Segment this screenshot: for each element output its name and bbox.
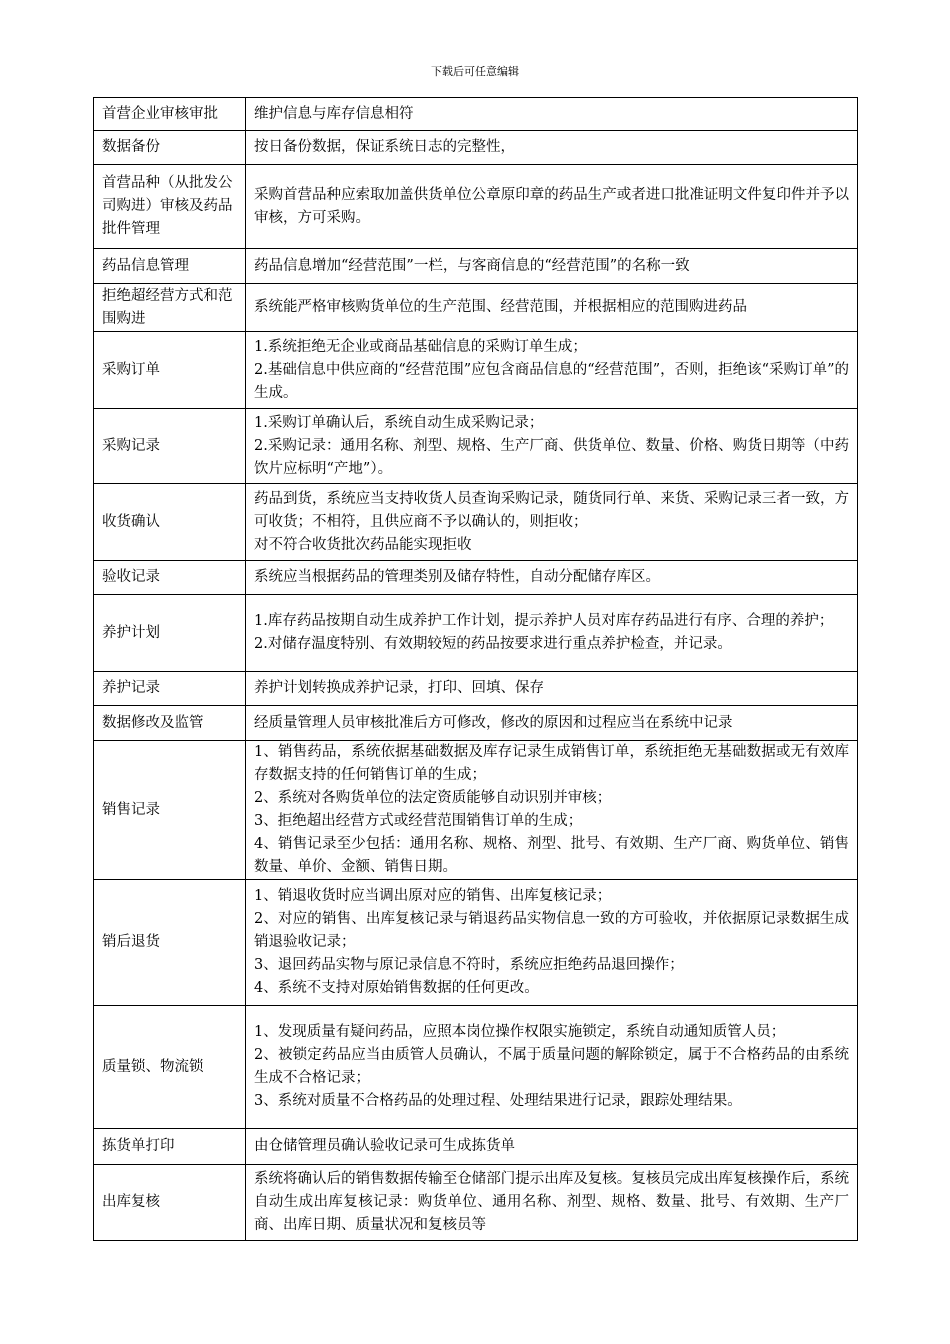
page-header: 下载后可任意编辑 — [431, 65, 519, 78]
content-line: 1.库存药品按期自动生成养护工作计划，提示养护人员对库存药品进行有序、合理的养护； — [254, 613, 834, 629]
row-content — [246, 284, 858, 332]
row-content — [246, 1165, 858, 1241]
content-line: 药品信息增加“经营范围”一栏，与客商信息的“经营范围”的名称一致 — [254, 257, 690, 274]
row-label: 数据备份 — [94, 131, 246, 165]
row-content — [246, 1129, 858, 1165]
content-line: 3、系统对质量不合格药品的处理过程、处理结果进行记录，跟踪处理结果。 — [254, 1093, 742, 1109]
content-line: 1、销退收货时应当调出原对应的销售、出库复核记录； — [254, 888, 612, 904]
row-label: 数据修改及监管 — [94, 706, 246, 741]
table-row — [94, 284, 858, 332]
table-row — [94, 165, 858, 249]
content-line: 系统能严格审核购货单位的生产范围、经营范围，并根据相应的范围购进药品 — [254, 299, 747, 315]
content-line: 系统将确认后的销售数据传输至仓储部门提示出库及复核。复核员完成出库复核操作后，系统自动生成出库复核记录：购货单位、通用名称、剂型、规格、数量、批号、有效期、生产厂商、出库日期、质量状况和复核员等 — [254, 1171, 849, 1233]
row-label: 销后退货 — [94, 880, 246, 1006]
table-row — [94, 672, 858, 706]
content-line: 4、系统不支持对原始销售数据的任何更改。 — [254, 980, 539, 996]
row-label: 养护计划 — [94, 595, 246, 672]
row-label: 验收记录 — [94, 561, 246, 595]
table-row — [94, 595, 858, 672]
row-content — [246, 1006, 858, 1129]
row-content — [246, 332, 858, 409]
content-line: 3、退回药品实物与原记录信息不符时，系统应拒绝药品退回操作； — [254, 957, 684, 973]
content-line: 按日备份数据，保证系统日志的完整性， — [254, 139, 515, 155]
content-line: 2、系统对各购货单位的法定资质能够自动识别并审核； — [254, 790, 612, 806]
table-row — [94, 1006, 858, 1129]
content-line: 2、被锁定药品应当由质管人员确认，不属于质量问题的解除锁定，属于不合格药品的由系统生成不合格记录； — [254, 1047, 849, 1086]
content-line: 系统应当根据药品的管理类别及储存特性，自动分配储存库区。 — [254, 569, 660, 585]
table-row — [94, 880, 858, 1006]
content-line: 3、拒绝超出经营方式或经营范围销售订单的生成； — [254, 813, 583, 829]
table-body — [94, 98, 858, 1241]
row-content — [246, 595, 858, 672]
row-label: 养护记录 — [94, 672, 246, 706]
row-label: 药品信息管理 — [94, 249, 246, 284]
content-line: 对不符合收货批次药品能实现拒收 — [254, 536, 472, 553]
content-line: 养护计划转换成养护记录，打印、回填、保存 — [254, 680, 544, 696]
table-row — [94, 1165, 858, 1241]
content-line: 1.采购订单确认后，系统自动生成采购记录； — [254, 414, 544, 431]
row-label: 首营企业审核审批 — [94, 98, 246, 131]
table-row — [94, 409, 858, 484]
content-line: 2.对储存温度特别、有效期较短的药品按要求进行重点养护检查，并记录。 — [254, 636, 732, 652]
content-line: 经质量管理人员审核批准后方可修改，修改的原因和过程应当在系统中记录 — [254, 714, 733, 731]
table-row — [94, 561, 858, 595]
row-content — [246, 98, 858, 131]
row-content — [246, 880, 858, 1006]
content-line: 2.采购记录：通用名称、剂型、规格、生产厂商、供货单位、数量、价格、购货日期等（中药饮片应标明“产地”）。 — [254, 437, 849, 477]
row-content — [246, 165, 858, 249]
row-label: 首营品种（从批发公司购进）审核及药品批件管理 — [94, 165, 246, 249]
row-content — [246, 561, 858, 595]
content-line: 维护信息与库存信息相符 — [254, 105, 414, 122]
content-line: 药品到货，系统应当支持收货人员查询采购记录，随货同行单、来货、采购记录三者一致，方可收货；不相符，且供应商不予以确认的，则拒收； — [254, 490, 849, 530]
content-line: 1、销售药品，系统依据基础数据及库存记录生成销售订单，系统拒绝无基础数据或无有效库存数据支持的任何销售订单的生成； — [254, 744, 849, 783]
row-label: 拒绝超经营方式和范围购进 — [94, 284, 246, 332]
row-label: 采购订单 — [94, 332, 246, 409]
requirements-table — [93, 97, 858, 1241]
row-label: 销售记录 — [94, 741, 246, 880]
row-content — [246, 706, 858, 741]
row-content — [246, 131, 858, 165]
row-label: 收货确认 — [94, 484, 246, 561]
row-content — [246, 484, 858, 561]
table-row — [94, 1129, 858, 1165]
table-row — [94, 131, 858, 165]
content-line: 1.系统拒绝无企业或商品基础信息的采购订单生成； — [254, 338, 587, 355]
table-row — [94, 741, 858, 880]
table-row — [94, 249, 858, 284]
row-content — [246, 249, 858, 284]
table-row — [94, 98, 858, 131]
row-label: 质量锁、物流锁 — [94, 1006, 246, 1129]
row-label: 出库复核 — [94, 1165, 246, 1241]
content-line: 由仓储管理员确认验收记录可生成拣货单 — [254, 1138, 515, 1154]
table-row — [94, 706, 858, 741]
content-line: 1、发现质量有疑问药品，应照本岗位操作权限实施锁定，系统自动通知质管人员； — [254, 1024, 786, 1040]
table-row — [94, 484, 858, 561]
content-line: 采购首营品种应索取加盖供货单位公章原印章的药品生产或者进口批准证明文件复印件并予以审核，方可采购。 — [254, 186, 849, 226]
row-content — [246, 672, 858, 706]
row-content — [246, 409, 858, 484]
content-line: 4、销售记录至少包括：通用名称、规格、剂型、批号、有效期、生产厂商、购货单位、销售数量、单价、金额、销售日期。 — [254, 836, 849, 875]
content-line: 2、对应的销售、出库复核记录与销退药品实物信息一致的方可验收，并依据原记录数据生成销退验收记录； — [254, 911, 849, 950]
content-line: 2.基础信息中供应商的“经营范围”应包含商品信息的“经营范围”，否则，拒绝该“采购订单”的生成。 — [254, 361, 849, 401]
row-label: 采购记录 — [94, 409, 246, 484]
row-label: 拣货单打印 — [94, 1129, 246, 1165]
row-content — [246, 741, 858, 880]
table-row — [94, 332, 858, 409]
